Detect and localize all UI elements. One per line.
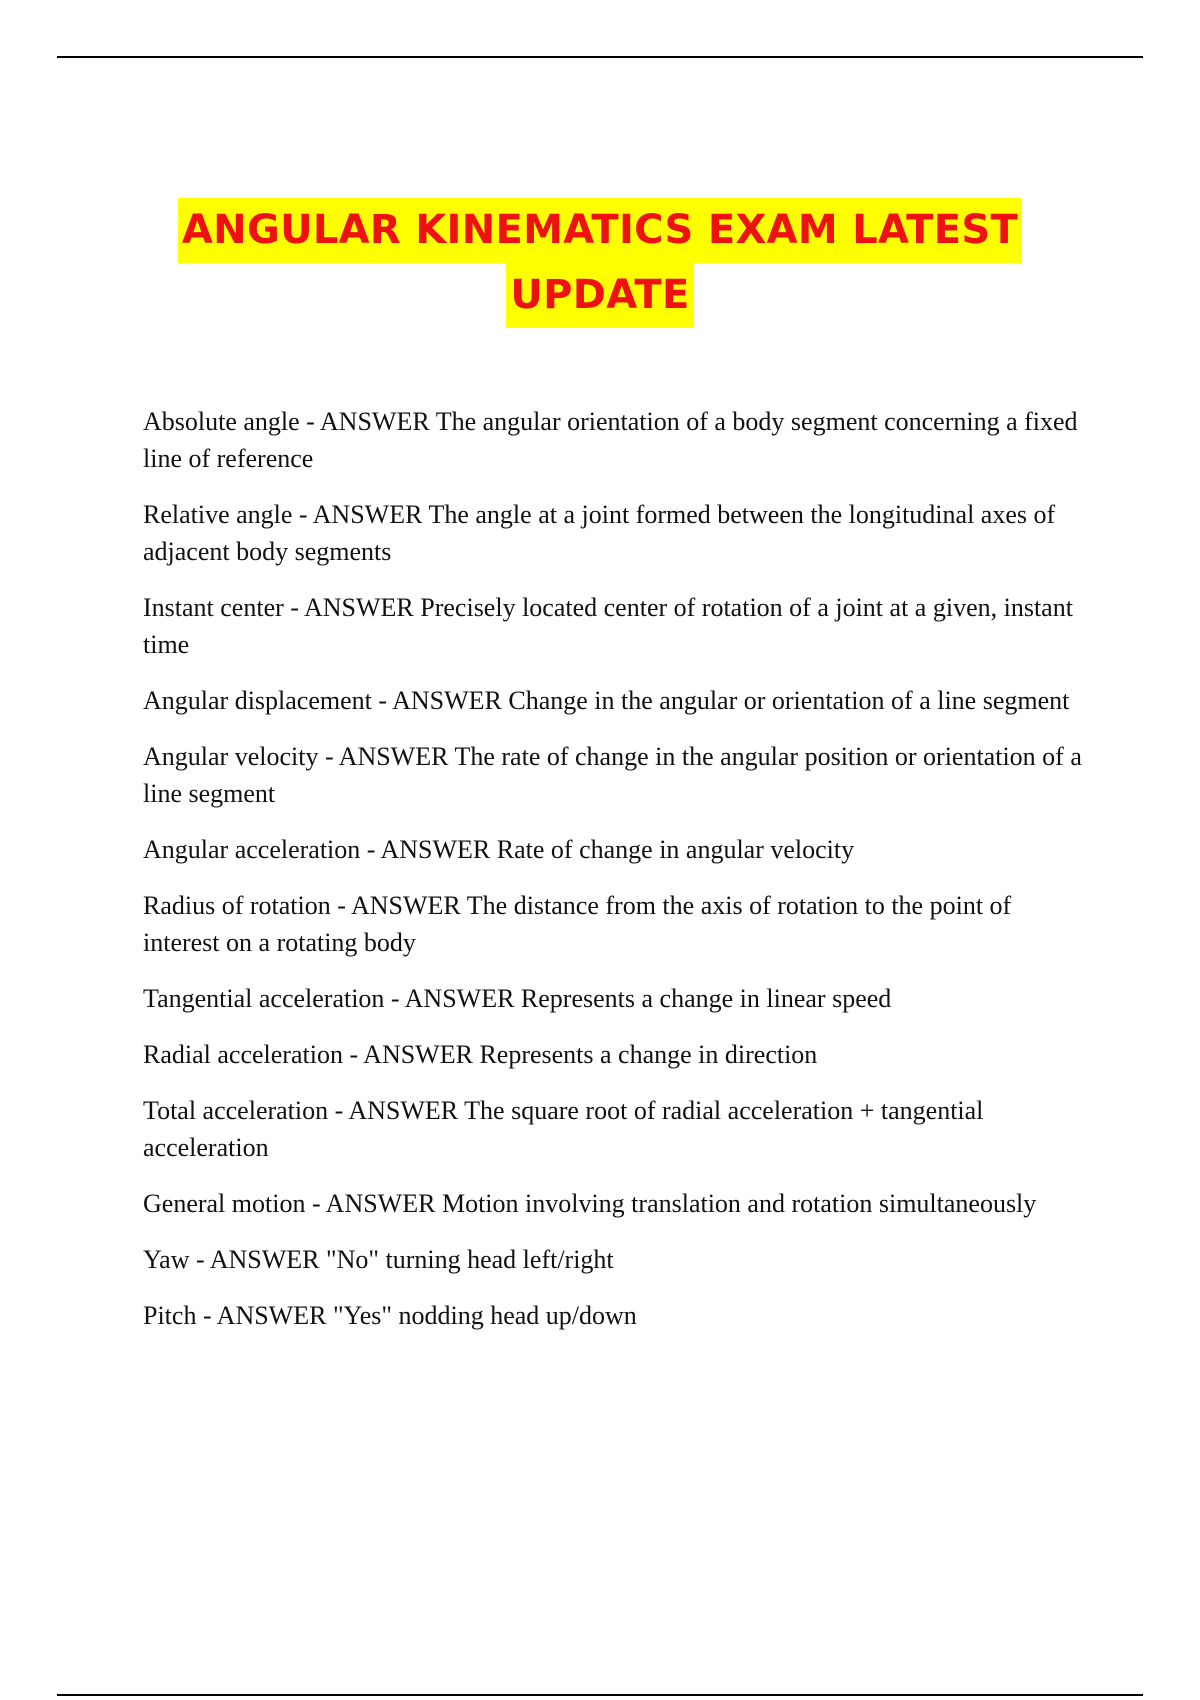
qa-item-yaw: Yaw - ANSWER "No" turning head left/right <box>143 1245 614 1274</box>
qa-item-angular-displacement: Angular displacement - ANSWER Change in the angular or orientation of a line segment <box>143 686 1070 715</box>
qa-item-absolute-angle: Absolute angle - ANSWER The angular orientation of a body segment concerning a fixed line of reference <box>143 407 1078 473</box>
qa-item-general-motion: General motion - ANSWER Motion involving translation and rotation simultaneously <box>143 1189 1037 1218</box>
title-line-2: UPDATE <box>506 263 693 328</box>
top-rule <box>57 56 1143 58</box>
qa-item-angular-velocity: Angular velocity - ANSWER The rate of change in the angular position or orientation of a line segment <box>143 742 1082 808</box>
qa-item-radius-of-rotation: Radius of rotation - ANSWER The distance from the axis of rotation to the point of interest on a rotating body <box>143 891 1012 957</box>
qa-item-tangential-acceleration: Tangential acceleration - ANSWER Represents a change in linear speed <box>143 984 892 1013</box>
qa-item-relative-angle: Relative angle - ANSWER The angle at a joint formed between the longitudinal axes of adjacent body segments <box>143 500 1056 566</box>
bottom-rule <box>57 1694 1143 1696</box>
qa-item-radial-acceleration: Radial acceleration - ANSWER Represents a change in direction <box>143 1040 818 1069</box>
qa-list <box>143 403 1093 1353</box>
title-line-1: ANGULAR KINEMATICS EXAM LATEST <box>178 198 1022 263</box>
document-title <box>0 198 1200 328</box>
qa-item-pitch: Pitch - ANSWER "Yes" nodding head up/down <box>143 1301 637 1330</box>
qa-item-angular-acceleration: Angular acceleration - ANSWER Rate of change in angular velocity <box>143 835 855 864</box>
qa-item-total-acceleration: Total acceleration - ANSWER The square root of radial acceleration + tangential acceleration <box>143 1096 984 1162</box>
qa-item-instant-center: Instant center - ANSWER Precisely located center of rotation of a joint at a given, instant time <box>143 593 1073 659</box>
